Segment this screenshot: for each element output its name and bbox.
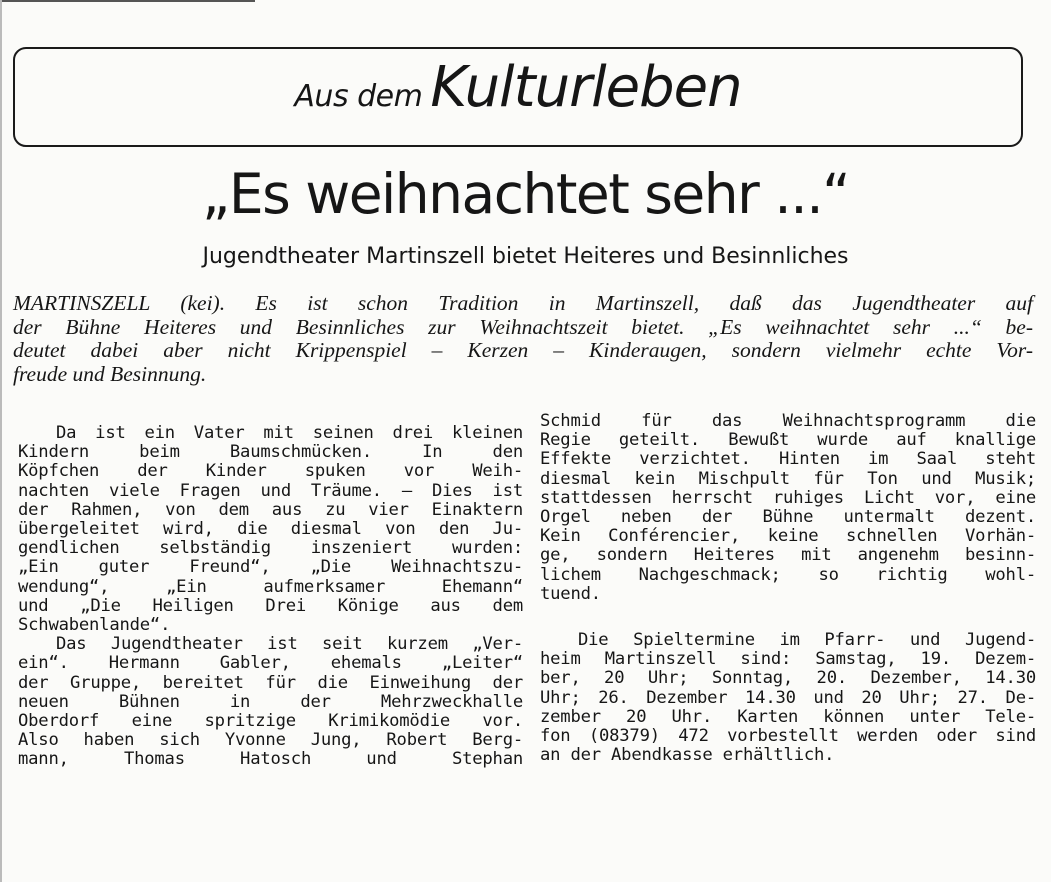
text-line: nachten viele Fragen und Träume. – Dies ist (18, 480, 523, 501)
text-line: „Ein guter Freund“, „Die Weihnachtszu- (18, 557, 523, 578)
lead-line: der Bühne Heiteres und Besinnliches zur Weihnachtszeit bietet. „Es weihnachtet sehr ...“ be- (13, 314, 1033, 339)
text-line: der Gruppe, bereitet für die Einweihung der (18, 672, 523, 693)
article-column-left (18, 424, 523, 770)
lead-line: freude und Besinnung. (13, 361, 207, 386)
text-line: Uhr; 26. Dezember 14.30 und 20 Uhr; 27. De- (540, 687, 1036, 708)
text-line: ge, sondern Heiteres mit angenehm besinn- (540, 545, 1036, 566)
text-line: gendlichen selbständig inszeniert wurden: (18, 538, 523, 559)
text-line: tuend. (540, 583, 601, 604)
text-line: lichem Nachgeschmack; so richtig wohl- (540, 564, 1036, 585)
text-line: und „Die Heiligen Drei Könige aus dem (18, 595, 523, 616)
article-subtitle: Jugendtheater Martinszell bietet Heiteres und Besinnliches (202, 244, 849, 269)
text-line: heim Martinszell sind: Samstag, 19. Dezem- (540, 649, 1036, 670)
text-line: Orgel neben der Bühne untermalt dezent. (540, 507, 1036, 528)
article-lead (13, 292, 1033, 386)
article-column-right (540, 412, 1036, 765)
text-line: mann, Thomas Hatosch und Stephan (18, 749, 523, 770)
text-line: zember 20 Uhr. Karten können unter Tele- (540, 706, 1036, 727)
text-line: Das Jugendtheater ist seit kurzem „Ver- (56, 634, 523, 655)
banner-prefix: Aus dem (294, 79, 423, 114)
text-line: Schmid für das Weihnachtsprogramm die (540, 411, 1036, 431)
text-line: fon (08379) 472 vorbestellt werden oder sind (540, 726, 1036, 747)
scan-edge-left (0, 0, 2, 882)
text-line: Oberdorf eine spritzige Krimikomödie vor. (18, 711, 523, 732)
text-line: Effekte verzichtet. Hinten im Saal steht (540, 449, 1036, 470)
text-line: ein“. Hermann Gabler, ehemals „Leiter“ (18, 653, 523, 674)
banner-title: Kulturleben (430, 55, 742, 120)
text-line: Da ist ein Vater mit seinen drei kleinen (56, 423, 523, 443)
text-line: stattdessen herrscht ruhiges Licht vor, eine (540, 487, 1036, 508)
section-banner (13, 47, 1023, 147)
article-headline: „Es weihnachtet sehr ...“ (201, 162, 850, 226)
text-line: übergeleitet wird, die diesmal von den Ju- (18, 519, 523, 540)
lead-line: deutet dabei aber nicht Krippenspiel – Kerzen – Kinderaugen, sondern vielmehr echte Vor- (13, 338, 1033, 362)
text-line: Schwabenlande“. (18, 615, 171, 636)
text-line: Regie geteilt. Bewußt wurde auf knallige (540, 430, 1036, 451)
text-line: diesmal kein Mischpult für Ton und Musik; (540, 468, 1036, 489)
text-line: Kindern beim Baumschmücken. In den (18, 442, 523, 463)
text-line: wendung“, „Ein aufmerksamer Ehemann“ (18, 576, 523, 597)
text-line: Also haben sich Yvonne Jung, Robert Berg- (18, 730, 523, 751)
lead-line: MARTINSZELL (kei). Es ist schon Tradition in Martinszell, daß das Jugendtheater auf (13, 291, 1033, 315)
scan-edge-top (0, 0, 255, 2)
banner-text (15, 55, 1021, 120)
text-line: Köpfchen der Kinder spuken vor Weih- (18, 461, 523, 482)
paragraph-gap (540, 604, 1036, 631)
text-line: neuen Bühnen in der Mehrzweckhalle (18, 691, 523, 712)
text-line: Die Spieltermine im Pfarr- und Jugend- (578, 630, 1036, 651)
text-line: Kein Conférencier, keine schnellen Vorhän- (540, 526, 1036, 547)
text-line: der Rahmen, von dem aus zu vier Einaktern (18, 499, 523, 520)
text-line: an der Abendkasse erhältlich. (540, 745, 835, 766)
text-line: ber, 20 Uhr; Sonntag, 20. Dezember, 14.30 (540, 668, 1036, 689)
